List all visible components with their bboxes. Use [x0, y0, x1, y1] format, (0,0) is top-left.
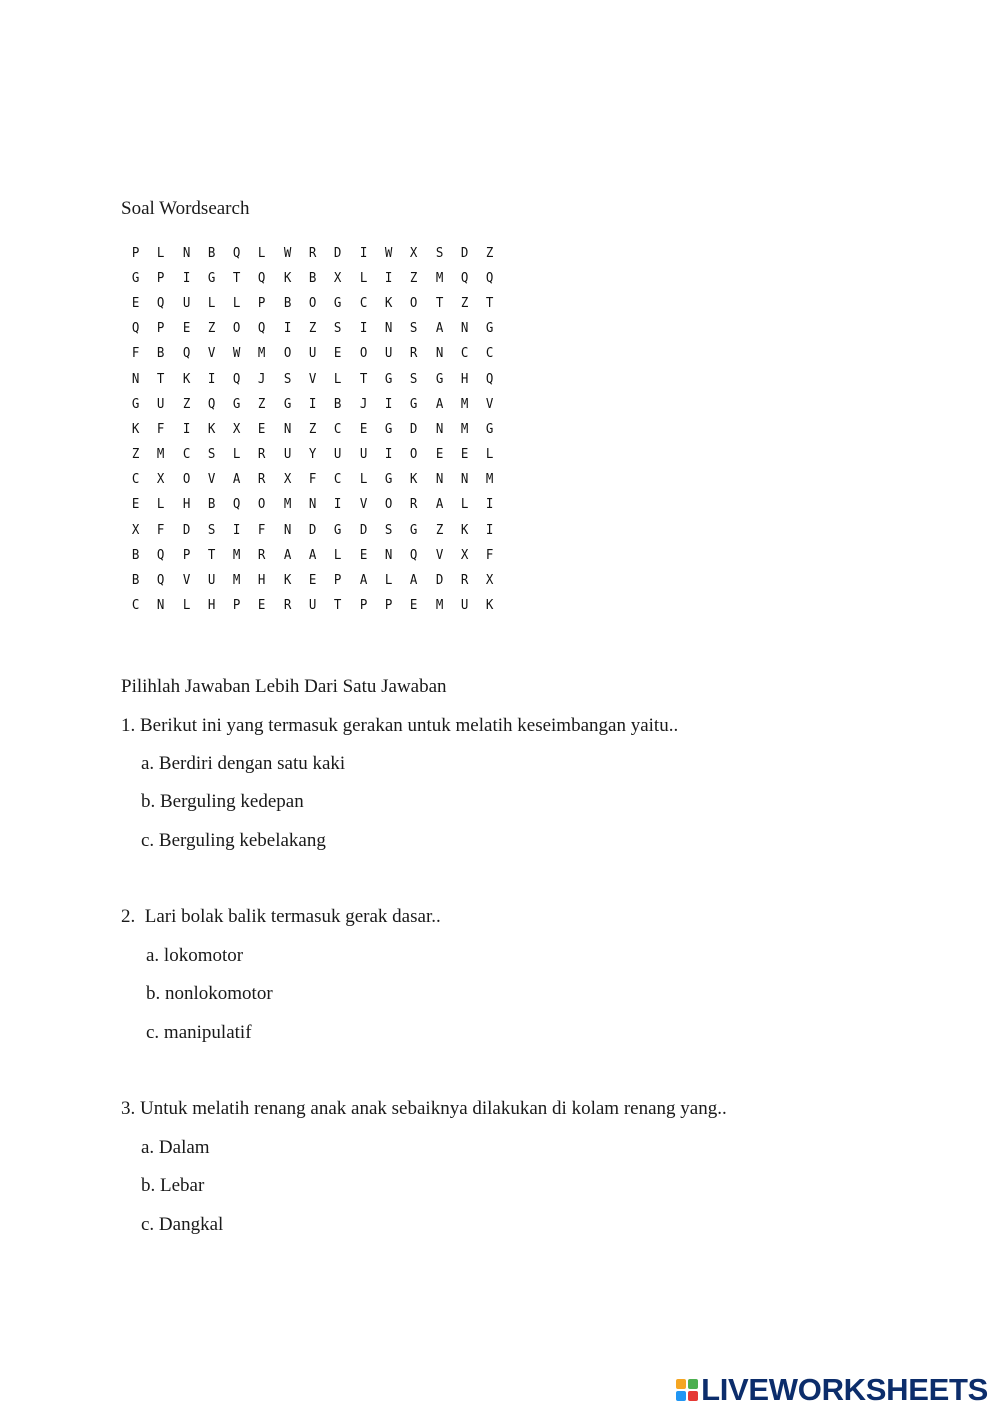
- grid-cell[interactable]: M: [435, 597, 443, 614]
- grid-cell[interactable]: D: [334, 244, 342, 261]
- question-1-option-a[interactable]: a. Berdiri dengan satu kaki: [141, 753, 346, 774]
- grid-cell[interactable]: I: [182, 420, 190, 437]
- grid-cell[interactable]: D: [435, 572, 443, 589]
- grid-cell[interactable]: I: [207, 370, 216, 387]
- grid-cell[interactable]: Q: [460, 269, 469, 286]
- question-3-option-a[interactable]: a. Dalam: [141, 1137, 210, 1158]
- grid-cell[interactable]: O: [283, 345, 292, 362]
- grid-cell[interactable]: A: [359, 572, 368, 589]
- grid-cell[interactable]: N: [460, 320, 469, 337]
- grid-cell[interactable]: H: [460, 370, 469, 387]
- grid-cell[interactable]: N: [283, 521, 292, 538]
- wordsearch-grid[interactable]: [123, 240, 502, 618]
- liveworksheets-logo-icon: [676, 1379, 698, 1401]
- grid-cell[interactable]: X: [460, 546, 469, 563]
- grid-cell[interactable]: W: [384, 244, 393, 261]
- grid-cell[interactable]: O: [258, 496, 266, 513]
- grid-cell[interactable]: K: [384, 294, 393, 311]
- grid-cell[interactable]: E: [435, 446, 443, 463]
- grid-cell[interactable]: K: [207, 420, 216, 437]
- grid-cell[interactable]: M: [486, 471, 494, 488]
- grid-cell[interactable]: P: [359, 597, 368, 614]
- grid-cell[interactable]: R: [460, 572, 469, 589]
- grid-cell[interactable]: Q: [131, 320, 140, 337]
- grid-cell[interactable]: G: [384, 471, 393, 488]
- grid-cell[interactable]: Q: [486, 370, 494, 387]
- grid-cell[interactable]: J: [359, 395, 368, 412]
- grid-cell[interactable]: Q: [258, 269, 266, 286]
- grid-cell[interactable]: O: [233, 320, 241, 337]
- question-2-option-c[interactable]: c. manipulatif: [146, 1022, 252, 1043]
- grid-cell[interactable]: F: [258, 521, 266, 538]
- grid-cell[interactable]: X: [233, 420, 241, 437]
- grid-cell[interactable]: G: [207, 269, 216, 286]
- question-1: 1. Berikut ini yang termasuk gerakan untuk melatih keseimbangan yaitu..: [121, 715, 679, 736]
- grid-cell[interactable]: G: [410, 521, 418, 538]
- grid-cell[interactable]: R: [258, 446, 266, 463]
- grid-cell[interactable]: I: [486, 521, 494, 538]
- grid-cell[interactable]: A: [283, 546, 292, 563]
- question-2-option-a[interactable]: a. lokomotor: [146, 945, 244, 966]
- grid-cell[interactable]: F: [486, 546, 494, 563]
- grid-cell[interactable]: U: [182, 294, 190, 311]
- grid-cell[interactable]: U: [460, 597, 469, 614]
- grid-cell[interactable]: J: [258, 370, 266, 387]
- grid-cell[interactable]: K: [131, 420, 140, 437]
- grid-cell[interactable]: S: [283, 370, 292, 387]
- logo-square: [688, 1379, 698, 1389]
- grid-cell[interactable]: G: [435, 370, 443, 387]
- grid-cell[interactable]: L: [359, 269, 368, 286]
- grid-cell[interactable]: Q: [233, 244, 241, 261]
- grid-cell[interactable]: V: [435, 546, 443, 563]
- grid-cell[interactable]: M: [233, 546, 241, 563]
- grid-cell[interactable]: P: [258, 294, 266, 311]
- grid-cell[interactable]: L: [460, 496, 469, 513]
- grid-cell[interactable]: N: [435, 471, 443, 488]
- grid-cell[interactable]: C: [460, 345, 469, 362]
- grid-cell[interactable]: B: [308, 269, 317, 286]
- grid-cell[interactable]: Q: [486, 269, 494, 286]
- grid-cell[interactable]: V: [359, 496, 368, 513]
- grid-cell[interactable]: I: [359, 320, 368, 337]
- grid-cell[interactable]: I: [334, 496, 342, 513]
- question-2-option-b[interactable]: b. nonlokomotor: [146, 983, 273, 1004]
- grid-cell[interactable]: D: [359, 521, 368, 538]
- grid-cell[interactable]: N: [435, 420, 443, 437]
- grid-cell[interactable]: A: [308, 546, 317, 563]
- grid-cell[interactable]: K: [283, 572, 292, 589]
- grid-cell[interactable]: U: [384, 345, 393, 362]
- grid-cell[interactable]: Q: [182, 345, 190, 362]
- grid-cell[interactable]: I: [283, 320, 292, 337]
- grid-cell[interactable]: O: [308, 294, 317, 311]
- grid-cell[interactable]: O: [410, 446, 418, 463]
- grid-cell[interactable]: R: [258, 471, 266, 488]
- grid-cell[interactable]: G: [410, 395, 418, 412]
- grid-cell[interactable]: Z: [207, 320, 216, 337]
- grid-cell[interactable]: H: [182, 496, 190, 513]
- grid-cell[interactable]: K: [182, 370, 190, 387]
- grid-cell[interactable]: W: [283, 244, 292, 261]
- grid-cell[interactable]: U: [283, 446, 292, 463]
- grid-cell[interactable]: D: [410, 420, 418, 437]
- logo-text: LIVEWORKSHEETS: [701, 1372, 988, 1407]
- grid-cell[interactable]: Q: [207, 395, 216, 412]
- grid-cell[interactable]: E: [182, 320, 190, 337]
- grid-cell[interactable]: I: [359, 244, 368, 261]
- grid-cell[interactable]: C: [131, 471, 140, 488]
- grid-cell[interactable]: N: [308, 496, 317, 513]
- grid-cell[interactable]: K: [283, 269, 292, 286]
- grid-cell[interactable]: G: [131, 269, 140, 286]
- grid-cell[interactable]: M: [283, 496, 292, 513]
- grid-cell[interactable]: Z: [410, 269, 418, 286]
- logo-square: [676, 1379, 686, 1389]
- grid-cell[interactable]: F: [308, 471, 317, 488]
- grid-cell[interactable]: S: [334, 320, 342, 337]
- grid-cell[interactable]: E: [308, 572, 317, 589]
- grid-cell[interactable]: E: [258, 420, 266, 437]
- grid-cell[interactable]: C: [131, 597, 140, 614]
- grid-cell[interactable]: I: [384, 395, 393, 412]
- grid-cell[interactable]: P: [334, 572, 342, 589]
- grid-cell[interactable]: L: [486, 446, 494, 463]
- question-1-option-b[interactable]: b. Berguling kedepan: [141, 791, 304, 812]
- grid-cell[interactable]: X: [283, 471, 292, 488]
- grid-cell[interactable]: H: [258, 572, 266, 589]
- grid-cell[interactable]: X: [131, 521, 140, 538]
- instruction-text: Pilihlah Jawaban Lebih Dari Satu Jawaban: [121, 676, 447, 697]
- grid-cell[interactable]: G: [334, 521, 342, 538]
- grid-cell[interactable]: S: [435, 244, 443, 261]
- grid-cell[interactable]: A: [435, 320, 443, 337]
- grid-cell[interactable]: X: [157, 471, 165, 488]
- grid-cell[interactable]: L: [359, 471, 368, 488]
- grid-cell[interactable]: L: [258, 244, 266, 261]
- grid-cell[interactable]: U: [308, 345, 317, 362]
- grid-cell[interactable]: E: [131, 294, 140, 311]
- grid-cell[interactable]: F: [131, 345, 140, 362]
- grid-cell[interactable]: G: [283, 395, 292, 412]
- grid-cell[interactable]: B: [131, 572, 140, 589]
- grid-cell[interactable]: R: [410, 345, 418, 362]
- grid-cell[interactable]: B: [207, 244, 216, 261]
- liveworksheets-logo: [676, 1372, 988, 1408]
- grid-cell[interactable]: Z: [258, 395, 266, 412]
- grid-cell[interactable]: N: [384, 546, 393, 563]
- grid-cell[interactable]: L: [182, 597, 190, 614]
- grid-cell[interactable]: K: [486, 597, 494, 614]
- grid-cell[interactable]: Z: [435, 521, 443, 538]
- question-3: 3. Untuk melatih renang anak anak sebaiknya dilakukan di kolam renang yang..: [121, 1098, 727, 1119]
- grid-cell[interactable]: E: [334, 345, 342, 362]
- page-title: Soal Wordsearch: [121, 198, 250, 219]
- grid-cell[interactable]: T: [334, 597, 342, 614]
- grid-cell[interactable]: N: [131, 370, 140, 387]
- grid-cell[interactable]: B: [207, 496, 216, 513]
- grid-cell[interactable]: P: [157, 320, 165, 337]
- grid-cell[interactable]: L: [384, 572, 393, 589]
- question-3-option-b[interactable]: b. Lebar: [141, 1175, 205, 1196]
- grid-cell[interactable]: E: [359, 420, 368, 437]
- grid-cell[interactable]: G: [384, 420, 393, 437]
- grid-cell[interactable]: A: [435, 496, 443, 513]
- grid-cell[interactable]: Q: [157, 546, 165, 563]
- grid-cell[interactable]: G: [131, 395, 140, 412]
- grid-cell[interactable]: L: [233, 294, 241, 311]
- grid-cell[interactable]: L: [157, 244, 165, 261]
- grid-cell[interactable]: E: [460, 446, 469, 463]
- grid-cell[interactable]: Z: [460, 294, 469, 311]
- grid-cell[interactable]: Q: [157, 572, 165, 589]
- grid-cell[interactable]: M: [460, 395, 469, 412]
- grid-cell[interactable]: U: [207, 572, 216, 589]
- grid-cell[interactable]: O: [384, 496, 393, 513]
- grid-cell[interactable]: G: [233, 395, 241, 412]
- grid-cell[interactable]: Z: [182, 395, 190, 412]
- question-3-option-c[interactable]: c. Dangkal: [141, 1214, 224, 1235]
- grid-cell[interactable]: D: [460, 244, 469, 261]
- grid-cell[interactable]: B: [283, 294, 292, 311]
- grid-cell[interactable]: Q: [233, 370, 241, 387]
- grid-cell[interactable]: Q: [157, 294, 165, 311]
- grid-cell[interactable]: K: [460, 521, 469, 538]
- grid-cell[interactable]: R: [308, 244, 317, 261]
- grid-cell[interactable]: N: [182, 244, 190, 261]
- grid-cell[interactable]: S: [410, 370, 418, 387]
- grid-cell[interactable]: T: [486, 294, 494, 311]
- grid-cell[interactable]: H: [207, 597, 216, 614]
- grid-cell[interactable]: G: [334, 294, 342, 311]
- grid-cell[interactable]: P: [157, 269, 165, 286]
- grid-cell[interactable]: C: [182, 446, 190, 463]
- grid-cell[interactable]: Q: [410, 546, 418, 563]
- grid-cell[interactable]: N: [435, 345, 443, 362]
- grid-cell[interactable]: Q: [233, 496, 241, 513]
- grid-cell[interactable]: T: [207, 546, 216, 563]
- grid-cell[interactable]: G: [486, 420, 494, 437]
- grid-cell[interactable]: P: [384, 597, 393, 614]
- grid-cell[interactable]: A: [233, 471, 241, 488]
- grid-cell[interactable]: N: [157, 597, 165, 614]
- question-2: 2. Lari bolak balik termasuk gerak dasar..: [121, 906, 441, 927]
- grid-cell[interactable]: A: [410, 572, 418, 589]
- grid-cell[interactable]: O: [182, 471, 190, 488]
- question-1-option-c[interactable]: c. Berguling kebelakang: [141, 830, 326, 851]
- grid-cell[interactable]: P: [233, 597, 241, 614]
- grid-cell[interactable]: W: [233, 345, 241, 362]
- grid-cell[interactable]: T: [435, 294, 443, 311]
- grid-cell[interactable]: C: [334, 471, 342, 488]
- grid-cell[interactable]: B: [157, 345, 165, 362]
- grid-cell[interactable]: L: [207, 294, 216, 311]
- grid-cell[interactable]: X: [486, 572, 494, 589]
- grid-cell[interactable]: N: [384, 320, 393, 337]
- grid-cell[interactable]: L: [334, 370, 342, 387]
- grid-cell[interactable]: M: [233, 572, 241, 589]
- grid-cell[interactable]: M: [435, 269, 443, 286]
- grid-cell[interactable]: S: [384, 521, 393, 538]
- grid-cell[interactable]: U: [334, 446, 342, 463]
- grid-cell[interactable]: R: [258, 546, 266, 563]
- grid-cell[interactable]: V: [207, 345, 216, 362]
- grid-cell[interactable]: T: [359, 370, 368, 387]
- grid-cell[interactable]: U: [308, 597, 317, 614]
- grid-cell[interactable]: F: [157, 420, 165, 437]
- grid-cell[interactable]: G: [486, 320, 494, 337]
- grid-cell[interactable]: I: [308, 395, 317, 412]
- grid-cell[interactable]: E: [410, 597, 418, 614]
- grid-cell[interactable]: L: [157, 496, 165, 513]
- grid-cell[interactable]: Z: [486, 244, 494, 261]
- grid-cell[interactable]: U: [359, 446, 368, 463]
- logo-square: [676, 1391, 686, 1401]
- grid-cell[interactable]: Y: [308, 446, 317, 463]
- grid-cell[interactable]: X: [334, 269, 342, 286]
- grid-cell[interactable]: T: [233, 269, 241, 286]
- grid-cell[interactable]: Z: [131, 446, 140, 463]
- grid-cell[interactable]: F: [157, 521, 165, 538]
- grid-cell[interactable]: V: [207, 471, 216, 488]
- grid-cell[interactable]: X: [410, 244, 418, 261]
- grid-cell[interactable]: M: [460, 420, 469, 437]
- grid-cell[interactable]: S: [207, 521, 216, 538]
- grid-cell[interactable]: V: [308, 370, 317, 387]
- grid-cell[interactable]: R: [410, 496, 418, 513]
- grid-cell[interactable]: C: [334, 420, 342, 437]
- grid-cell[interactable]: R: [283, 597, 292, 614]
- grid-cell[interactable]: E: [359, 546, 368, 563]
- grid-cell[interactable]: D: [182, 521, 190, 538]
- grid-cell[interactable]: E: [258, 597, 266, 614]
- grid-cell[interactable]: G: [384, 370, 393, 387]
- grid-cell[interactable]: D: [308, 521, 317, 538]
- grid-cell[interactable]: P: [131, 244, 140, 261]
- grid-cell[interactable]: T: [157, 370, 165, 387]
- grid-cell[interactable]: I: [384, 269, 393, 286]
- grid-cell[interactable]: I: [384, 446, 393, 463]
- grid-cell[interactable]: C: [359, 294, 368, 311]
- grid-cell[interactable]: Z: [308, 320, 317, 337]
- grid-cell[interactable]: S: [410, 320, 418, 337]
- grid-cell[interactable]: K: [410, 471, 418, 488]
- grid-cell[interactable]: O: [359, 345, 368, 362]
- grid-cell[interactable]: N: [460, 471, 469, 488]
- grid-cell[interactable]: L: [233, 446, 241, 463]
- grid-cell[interactable]: L: [334, 546, 342, 563]
- grid-cell[interactable]: Z: [308, 420, 317, 437]
- grid-cell[interactable]: C: [486, 345, 494, 362]
- grid-cell[interactable]: A: [435, 395, 443, 412]
- grid-cell[interactable]: I: [486, 496, 494, 513]
- grid-cell[interactable]: Q: [258, 320, 266, 337]
- grid-cell[interactable]: M: [258, 345, 266, 362]
- grid-cell[interactable]: I: [182, 269, 190, 286]
- grid-cell[interactable]: N: [283, 420, 292, 437]
- logo-square: [688, 1391, 698, 1401]
- grid-cell[interactable]: U: [157, 395, 165, 412]
- grid-cell[interactable]: E: [131, 496, 140, 513]
- grid-cell[interactable]: P: [182, 546, 190, 563]
- grid-cell[interactable]: M: [157, 446, 165, 463]
- grid-cell[interactable]: V: [182, 572, 190, 589]
- grid-cell[interactable]: V: [486, 395, 494, 412]
- grid-cell[interactable]: I: [233, 521, 241, 538]
- grid-cell[interactable]: O: [410, 294, 418, 311]
- grid-cell[interactable]: B: [131, 546, 140, 563]
- grid-cell[interactable]: B: [334, 395, 342, 412]
- grid-cell[interactable]: S: [207, 446, 216, 463]
